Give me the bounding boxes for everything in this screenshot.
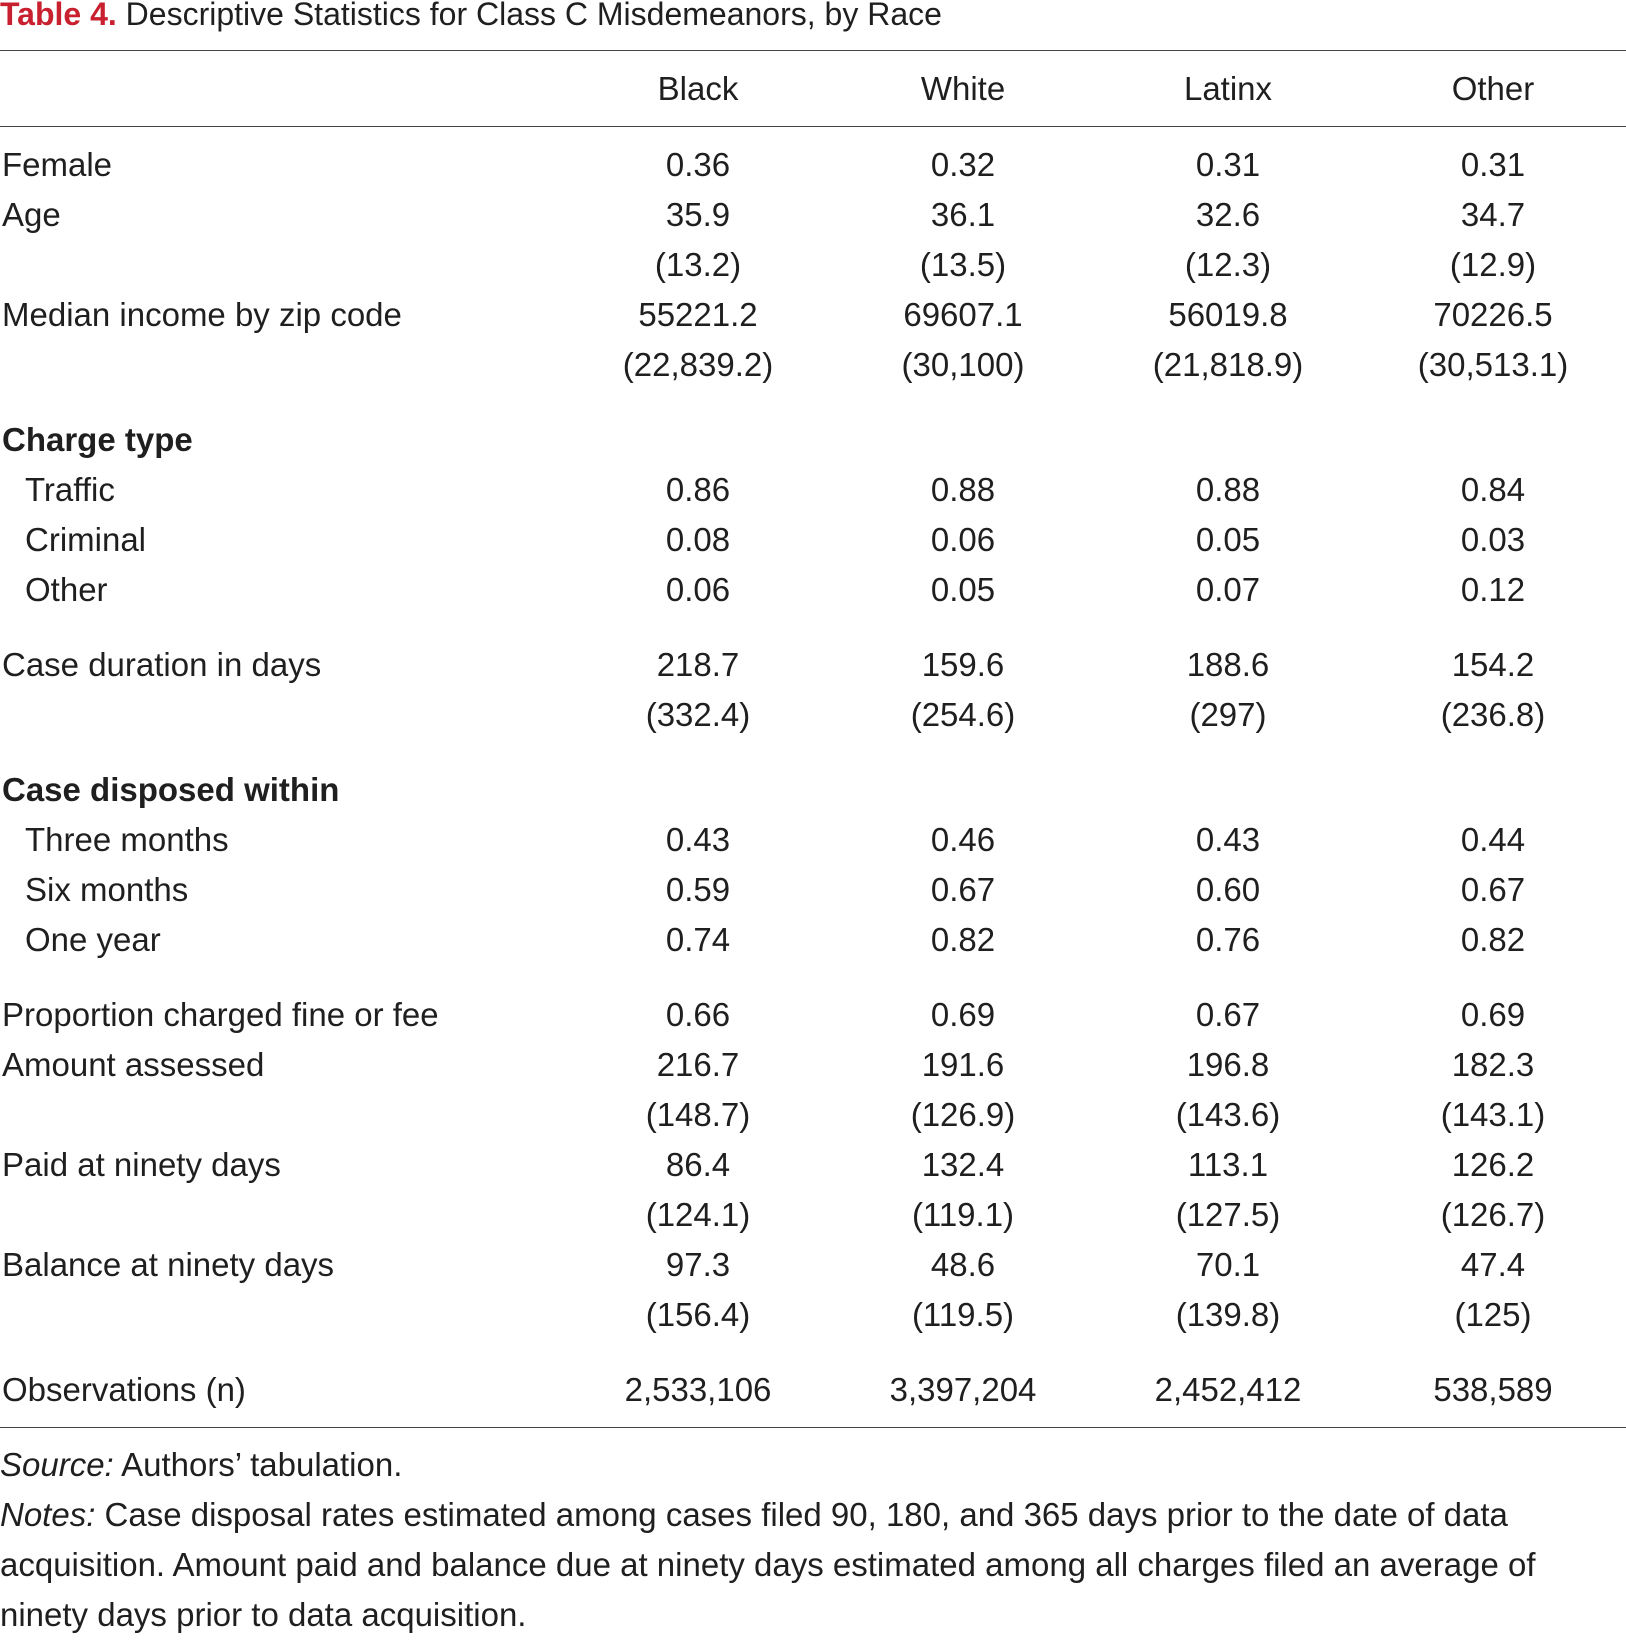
table-row-three-months [0, 815, 1626, 865]
cell-black: (124.1) [645, 1196, 751, 1233]
cell-other: 0.82 [1460, 921, 1526, 958]
table-row-age [0, 190, 1626, 240]
cell-other: 70226.5 [1433, 296, 1553, 333]
row-label: Other [25, 571, 108, 608]
cell-white: (119.1) [911, 1196, 1015, 1233]
cell-black: 2,533,106 [624, 1371, 772, 1408]
table-row-case-duration-sd [0, 690, 1626, 740]
cell-latinx: 0.43 [1195, 821, 1261, 858]
cell-latinx: 0.76 [1195, 921, 1261, 958]
cell-latinx: 196.8 [1186, 1046, 1270, 1083]
cell-latinx: (21,818.9) [1152, 346, 1304, 383]
top-rule [0, 50, 1626, 51]
table-row-median-income-sd [0, 340, 1626, 390]
cell-latinx: 113.1 [1187, 1146, 1269, 1183]
row-label: Criminal [25, 521, 147, 558]
cell-latinx: 32.6 [1195, 196, 1261, 233]
cell-latinx: (297) [1189, 696, 1267, 733]
cell-other: 0.67 [1460, 871, 1526, 908]
cell-white: (13.5) [919, 246, 1007, 283]
cell-latinx: 0.07 [1195, 571, 1261, 608]
cell-white: 0.69 [930, 996, 996, 1033]
table-row-median-income [0, 290, 1626, 340]
cell-other: (12.9) [1449, 246, 1537, 283]
cell-white: 159.6 [921, 646, 1005, 683]
cell-latinx: 0.05 [1195, 521, 1261, 558]
cell-black: (332.4) [645, 696, 751, 733]
row-label: One year [25, 921, 161, 958]
cell-white: 3,397,204 [889, 1371, 1037, 1408]
cell-latinx: 2,452,412 [1154, 1371, 1302, 1408]
cell-white: (30,100) [901, 346, 1025, 383]
header-rule [0, 126, 1626, 127]
cell-black: 0.66 [665, 996, 731, 1033]
cell-latinx: 56019.8 [1168, 296, 1288, 333]
cell-black: (156.4) [645, 1296, 751, 1333]
cell-other: 182.3 [1451, 1046, 1535, 1083]
cell-other: 0.84 [1460, 471, 1526, 508]
cell-black: 216.7 [656, 1046, 740, 1083]
table-row-case-duration [0, 640, 1626, 690]
table-row-criminal [0, 515, 1626, 565]
cell-white: 0.32 [930, 146, 996, 183]
cell-other: 47.4 [1460, 1246, 1526, 1283]
section-heading: Case disposed within [2, 771, 340, 808]
cell-other: 0.69 [1460, 996, 1526, 1033]
cell-black: 0.59 [665, 871, 731, 908]
table-row-observations [0, 1365, 1626, 1415]
notes-paragraph [0, 1490, 1626, 1640]
cell-other: 0.03 [1460, 521, 1526, 558]
cell-latinx: 0.31 [1195, 146, 1261, 183]
cell-white: 0.67 [930, 871, 996, 908]
cell-other: 126.2 [1451, 1146, 1535, 1183]
cell-black: (13.2) [654, 246, 742, 283]
source-text: Authors’ tabulation. [113, 1446, 403, 1483]
row-label: Balance at ninety days [2, 1246, 335, 1283]
table-row-paid-ninety-days [0, 1140, 1626, 1190]
cell-black: 218.7 [656, 646, 740, 683]
cell-latinx: (12.3) [1184, 246, 1272, 283]
table-row-balance-ninety-days [0, 1240, 1626, 1290]
cell-white: (119.5) [911, 1296, 1015, 1333]
table-title-text: Descriptive Statistics for Class C Misdemeanors, by Race [125, 0, 942, 32]
cell-other: 154.2 [1451, 646, 1535, 683]
cell-other: (126.7) [1440, 1196, 1546, 1233]
row-label: Age [2, 196, 61, 233]
notes-label: Notes: [0, 1496, 96, 1533]
cell-white: 36.1 [930, 196, 996, 233]
cell-black: (22,839.2) [622, 346, 774, 383]
row-label: Traffic [25, 471, 115, 508]
cell-other: 0.31 [1460, 146, 1526, 183]
cell-black: 0.36 [665, 146, 731, 183]
table-row-amount-assessed [0, 1040, 1626, 1090]
cell-other: (125) [1454, 1296, 1532, 1333]
column-header-latinx: Latinx [1183, 70, 1273, 107]
cell-other: (143.1) [1440, 1096, 1546, 1133]
row-label: Paid at ninety days [2, 1146, 281, 1183]
cell-latinx: (127.5) [1175, 1196, 1281, 1233]
cell-white: 0.06 [930, 521, 996, 558]
row-label: Observations (n) [2, 1371, 246, 1408]
column-header-row [0, 64, 1626, 114]
cell-other: (30,513.1) [1417, 346, 1569, 383]
cell-black: 86.4 [665, 1146, 731, 1183]
source-note [0, 1440, 1626, 1490]
cell-black: 0.74 [665, 921, 731, 958]
source-label: Source: [0, 1446, 114, 1483]
cell-latinx: 0.67 [1195, 996, 1261, 1033]
cell-other: 538,589 [1433, 1371, 1553, 1408]
cell-black: 55221.2 [638, 296, 758, 333]
table-row-amount-assessed-sd [0, 1090, 1626, 1140]
cell-white: 48.6 [930, 1246, 996, 1283]
cell-white: 0.05 [930, 571, 996, 608]
cell-black: 97.3 [665, 1246, 731, 1283]
cell-black: 0.43 [665, 821, 731, 858]
table-footnotes [0, 1440, 1626, 1640]
cell-other: 34.7 [1460, 196, 1526, 233]
row-label: Case duration in days [2, 646, 322, 683]
cell-latinx: 70.1 [1195, 1246, 1261, 1283]
column-header-white: White [920, 70, 1006, 107]
table-row-female [0, 140, 1626, 190]
table-row-age-sd [0, 240, 1626, 290]
table-row-traffic [0, 465, 1626, 515]
section-charge-type [0, 415, 1626, 465]
row-label: Three months [25, 821, 229, 858]
row-label: Proportion charged fine or fee [2, 996, 439, 1033]
table-row-proportion-charged [0, 990, 1626, 1040]
cell-latinx: 0.60 [1195, 871, 1261, 908]
row-label: Amount assessed [2, 1046, 265, 1083]
notes-text: Case disposal rates estimated among cases filed 90, 180, and 365 days prior to the date of data acquisition. Amount paid and balance due at ninety days estimated among all charges filed an average of ninety days prior to data acquisition. [0, 1496, 1536, 1633]
section-heading: Charge type [2, 421, 193, 458]
column-header-black: Black [657, 70, 739, 107]
table-row-balance-ninety-days-sd [0, 1290, 1626, 1340]
cell-white: (254.6) [910, 696, 1016, 733]
section-case-disposed [0, 765, 1626, 815]
cell-white: 69607.1 [903, 296, 1023, 333]
cell-black: 0.06 [665, 571, 731, 608]
cell-white: 191.6 [921, 1046, 1005, 1083]
row-label: Median income by zip code [2, 296, 402, 333]
cell-other: 0.12 [1460, 571, 1526, 608]
cell-white: 0.82 [930, 921, 996, 958]
cell-white: 132.4 [921, 1146, 1005, 1183]
table-row-other-charge [0, 565, 1626, 615]
row-label: Six months [25, 871, 189, 908]
cell-latinx: 188.6 [1186, 646, 1270, 683]
cell-latinx: (139.8) [1175, 1296, 1281, 1333]
cell-black: 0.08 [665, 521, 731, 558]
bottom-rule [0, 1427, 1626, 1428]
cell-other: 0.44 [1460, 821, 1526, 858]
cell-white: 0.46 [930, 821, 996, 858]
cell-white: 0.88 [930, 471, 996, 508]
table-row-six-months [0, 865, 1626, 915]
row-label: Female [2, 146, 113, 183]
table-title [0, 0, 942, 34]
table-number: Table 4. [0, 0, 117, 32]
column-header-other: Other [1451, 70, 1535, 107]
cell-latinx: (143.6) [1175, 1096, 1281, 1133]
cell-black: 35.9 [665, 196, 731, 233]
cell-other: (236.8) [1440, 696, 1546, 733]
cell-black: 0.86 [665, 471, 731, 508]
cell-black: (148.7) [645, 1096, 751, 1133]
cell-latinx: 0.88 [1195, 471, 1261, 508]
table-row-paid-ninety-days-sd [0, 1190, 1626, 1240]
table-row-one-year [0, 915, 1626, 965]
cell-white: (126.9) [910, 1096, 1016, 1133]
